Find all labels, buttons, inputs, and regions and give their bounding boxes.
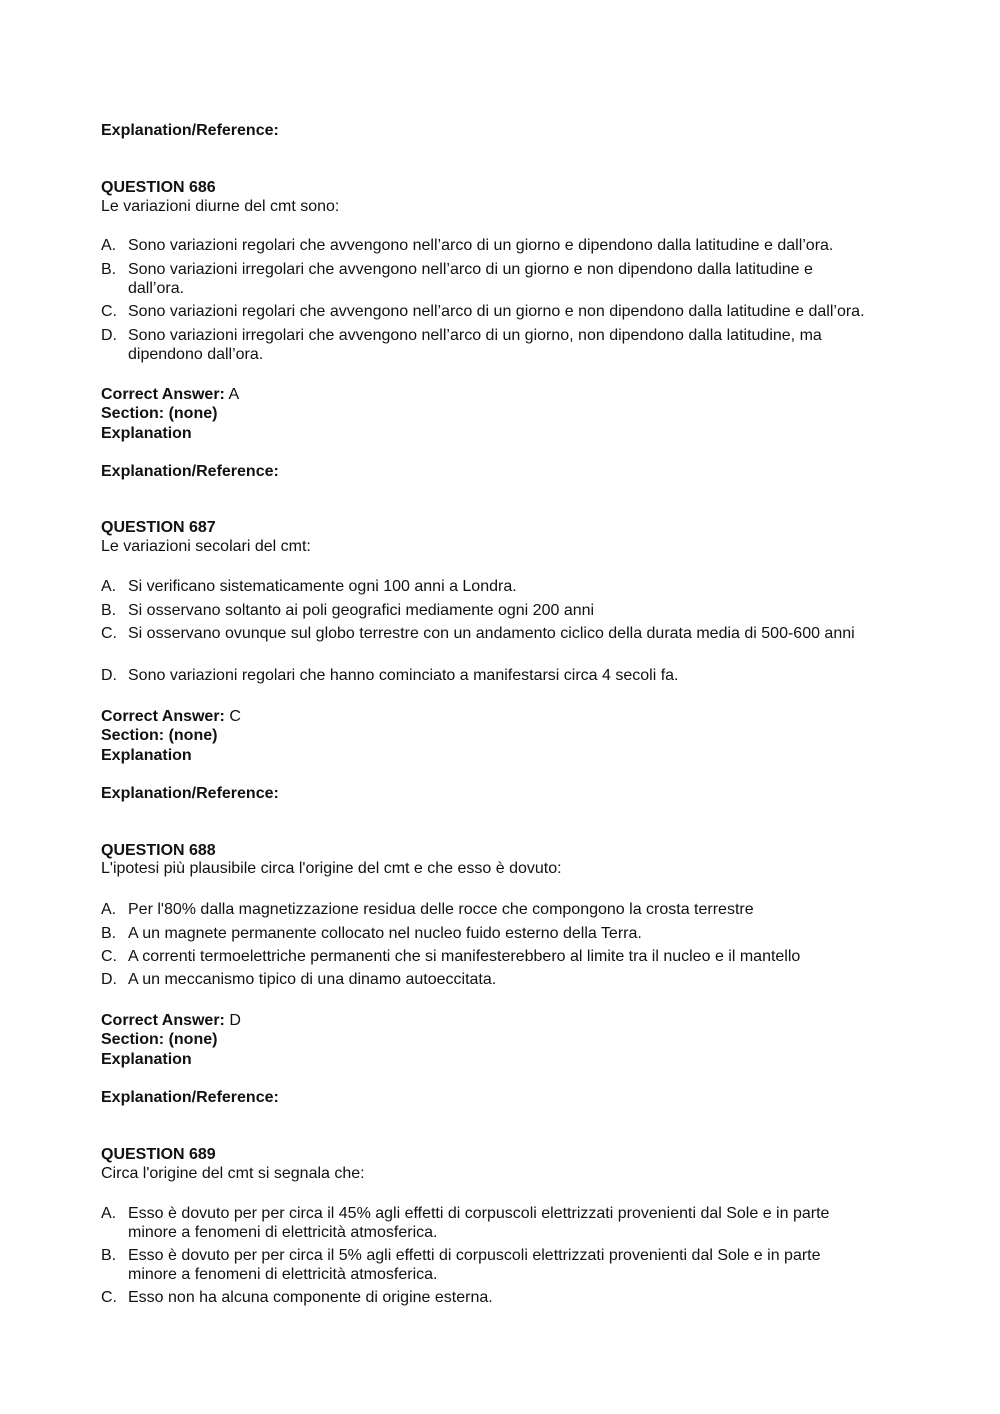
answer-option — [101, 1204, 901, 1242]
option-letter: A. — [101, 578, 117, 595]
answer-option — [101, 260, 901, 298]
explanation-label: Explanation — [101, 1051, 192, 1068]
option-text: A correnti termoelettriche permanenti che si manifesterebbero al limite tra il nucleo e il mantello — [128, 948, 801, 965]
correct-answer-label: Correct Answer: — [101, 386, 225, 403]
option-text: Sono variazioni regolari che avvengono nell’arco di un giorno e non dipendono dalla latitudine e dall’ora. — [128, 303, 865, 320]
answer-option — [101, 900, 901, 919]
option-text: Per l'80% dalla magnetizzazione residua delle rocce che compongono la crosta terrestre — [128, 901, 754, 918]
option-text: Sono variazioni regolari che avvengono nell’arco di un giorno e dipendono dalla latitudine e dall’ora. — [128, 237, 834, 254]
answer-option — [101, 1288, 901, 1307]
answer-option — [101, 947, 901, 966]
option-letter: B. — [101, 1247, 117, 1264]
option-letter: C. — [101, 625, 117, 642]
question-prompt: Le variazioni secolari del cmt: — [101, 538, 311, 555]
option-text: Sono variazioni regolari che hanno cominciato a manifestarsi circa 4 secoli fa. — [128, 667, 679, 684]
option-text: Sono variazioni irregolari che avvengono nell’arco di un giorno, non dipendono dalla latitudine, ma dipendono dall’ora. — [128, 327, 822, 363]
correct-answer-label: Correct Answer: — [101, 708, 225, 725]
answer-option — [101, 577, 901, 596]
answer-option — [101, 970, 901, 989]
option-letter: A. — [101, 1205, 117, 1222]
question-title: QUESTION 686 — [101, 179, 216, 196]
option-letter: B. — [101, 602, 117, 619]
correct-answer — [101, 385, 901, 404]
section-label: Section: (none) — [101, 1031, 218, 1048]
answer-option — [101, 924, 901, 943]
correct-answer-value: D — [229, 1012, 241, 1029]
option-letter: B. — [101, 261, 117, 278]
question-prompt: L'ipotesi più plausibile circa l'origine del cmt e che esso è dovuto: — [101, 860, 562, 877]
option-text: Si osservano soltanto ai poli geografici mediamente ogni 200 anni — [128, 602, 595, 619]
question-title: QUESTION 688 — [101, 842, 216, 859]
option-letter: B. — [101, 925, 117, 942]
explanation-reference-label: Explanation/Reference: — [101, 463, 279, 480]
answer-option — [101, 624, 901, 643]
question-prompt: Circa l'origine del cmt si segnala che: — [101, 1165, 365, 1182]
answer-option — [101, 236, 901, 255]
explanation-reference-label: Explanation/Reference: — [101, 785, 279, 802]
section-label: Section: (none) — [101, 727, 218, 744]
correct-answer-value: C — [229, 708, 241, 725]
section-label: Section: (none) — [101, 405, 218, 422]
option-text: Si verificano sistematicamente ogni 100 anni a Londra. — [128, 578, 517, 595]
answer-option — [101, 1246, 901, 1284]
option-text: A un meccanismo tipico di una dinamo autoeccitata. — [128, 971, 497, 988]
explanation-reference-label: Explanation/Reference: — [101, 1089, 279, 1106]
option-letter: C. — [101, 948, 117, 965]
option-letter: D. — [101, 971, 117, 988]
answer-option — [101, 601, 901, 620]
explanation-label: Explanation — [101, 747, 192, 764]
option-letter: C. — [101, 1289, 117, 1306]
option-text: A un magnete permanente collocato nel nucleo fuido esterno della Terra. — [128, 925, 642, 942]
answer-option — [101, 666, 901, 685]
option-letter: D. — [101, 327, 117, 344]
option-text: Si osservano ovunque sul globo terrestre con un andamento ciclico della durata media di 500-600 anni — [128, 625, 855, 642]
option-letter: C. — [101, 303, 117, 320]
option-letter: A. — [101, 237, 117, 254]
correct-answer-value: A — [228, 386, 240, 403]
option-letter: A. — [101, 901, 117, 918]
question-title: QUESTION 689 — [101, 1146, 216, 1163]
answer-option — [101, 302, 901, 321]
option-text: Sono variazioni irregolari che avvengono nell’arco di un giorno e non dipendono dalla latitudine e dall’ora. — [128, 261, 813, 297]
option-text: Esso è dovuto per per circa il 5% agli effetti di corpuscoli elettrizzati provenienti dal Sole e in parte minore a fenomeni di elettricità atmosferica. — [128, 1247, 821, 1283]
answer-option — [101, 326, 901, 364]
option-letter: D. — [101, 667, 117, 684]
explanation-label: Explanation — [101, 425, 192, 442]
question-prompt: Le variazioni diurne del cmt sono: — [101, 198, 340, 215]
correct-answer — [101, 707, 901, 726]
option-text: Esso non ha alcuna componente di origine esterna. — [128, 1289, 493, 1306]
explanation-reference-heading: Explanation/Reference: — [101, 122, 279, 139]
correct-answer — [101, 1011, 901, 1030]
correct-answer-label: Correct Answer: — [101, 1012, 225, 1029]
question-title: QUESTION 687 — [101, 519, 216, 536]
option-text: Esso è dovuto per per circa il 45% agli effetti di corpuscoli elettrizzati provenienti dal Sole e in parte minore a fenomeni di elettricità atmosferica. — [128, 1205, 830, 1241]
